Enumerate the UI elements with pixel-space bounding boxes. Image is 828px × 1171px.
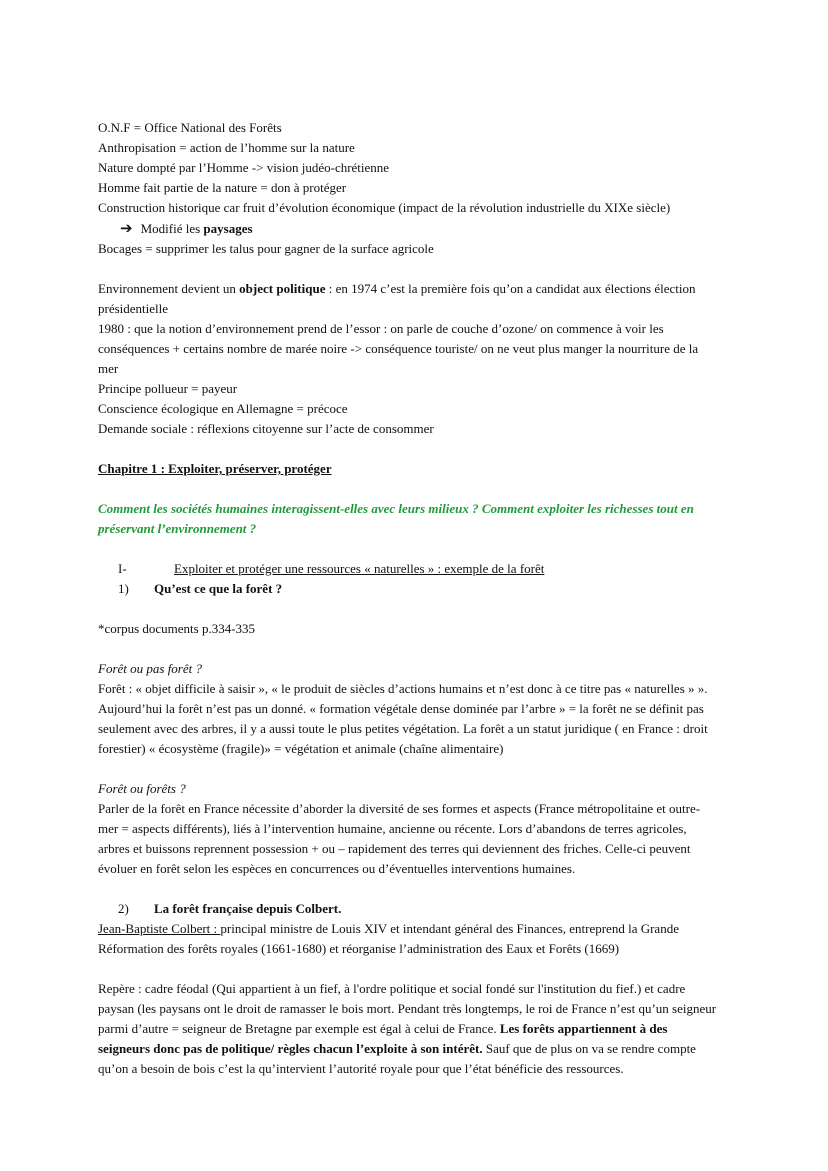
subsection-1-heading: [98, 579, 720, 599]
document-body: [98, 118, 720, 1079]
subsection-2-number: 2): [118, 901, 129, 916]
intro-line-nature: Nature dompté par l’Homme -> vision judéo-chrétienne: [98, 160, 390, 175]
right-arrow-icon: ➔: [120, 219, 133, 237]
env-paragraph-1: [98, 279, 720, 319]
foret-ou-pas-heading: Forêt ou pas forêt ?: [98, 661, 202, 676]
foret-ou-pas-text: Forêt : « objet difficile à saisir », « le produit de siècles d’actions humains et n’est donc à ce titre pas « naturelles » ». Aujourd’hui la forêt n’est pas un donné. « formation végétale dense dominée par l’arbre » = la forêt ne se définit pas seulement avec des arbres, il y a aussi toute le plus petites végétation. La forêt a un statut juridique ( en France : droit forestier) « écosystème (fragile)» = végétation et animale (chaîne alimentaire): [98, 681, 708, 756]
subsection-2-heading: [98, 899, 720, 919]
colbert-name: Jean-Baptiste Colbert :: [98, 921, 221, 936]
section-1-title: Exploiter et protéger une ressources « naturelles » : exemple de la forêt: [174, 561, 545, 576]
env-p1-post: : en 1974 c’est la première fois qu’on a candidat aux élections élection présidentielle: [98, 281, 696, 316]
section-1-heading: [98, 559, 720, 579]
subsection-1-title: Qu’est ce que la forêt ?: [154, 581, 283, 596]
arrow-line-bold: paysages: [203, 221, 253, 236]
intro-line-construction: Construction historique car fruit d’évolution économique (impact de la révolution industrielle du XIXe siècle): [98, 200, 671, 215]
env-line-conscience: Conscience écologique en Allemagne = précoce: [98, 401, 348, 416]
repere-bold: Les forêts appartiennent à des seigneurs donc pas de politique/ règles chacun l’exploite à son intérêt.: [98, 1021, 668, 1056]
env-line-pollueur: Principe pollueur = payeur: [98, 381, 238, 396]
chapter-title: Chapitre 1 : Exploiter, préserver, protéger: [98, 461, 332, 476]
repere-paragraph: [98, 979, 720, 1079]
section-1-number: I-: [118, 561, 127, 576]
corpus-line: *corpus documents p.334-335: [98, 621, 256, 636]
env-line-demande: Demande sociale : réflexions citoyenne sur l’acte de consommer: [98, 421, 434, 436]
intro-line-homme: Homme fait partie de la nature = don à protéger: [98, 180, 347, 195]
forets-text: Parler de la forêt en France nécessite d’aborder la diversité de ses formes et aspects (France métropolitaine et outre-mer = aspects différents), liés à l’intervention humaine, ancienne ou récente. Lors d’abandons de terres agricoles, arbres et buissons reprennent possession + ou – rapidement des terres qui deviennent des friches. Celle-ci peuvent évoluer en forêt selon les espèces en concurrences ou d’éventuelles interventions humaines.: [98, 801, 701, 876]
env-p1-bold: object politique: [239, 281, 326, 296]
arrow-line-text: Modifié les: [140, 221, 204, 236]
forets-heading: Forêt ou forêts ?: [98, 781, 186, 796]
subsection-1-number: 1): [118, 581, 129, 596]
intro-line-anthropisation: Anthropisation = action de l’homme sur la nature: [98, 140, 355, 155]
intro-line-bocages: Bocages = supprimer les talus pour gagner de la surface agricole: [98, 241, 434, 256]
subsection-2-title: La forêt française depuis Colbert.: [154, 901, 342, 916]
repere-post: Sauf que de plus on va se rendre compte qu’on a besoin de bois c’est la qu’intervient l’autorité royale pour que l’état bénéficie des ressources.: [98, 1041, 696, 1076]
repere-pre: Repère : cadre féodal (Qui appartient à un fief, à l'ordre politique et social fondé sur l'institution du fief.) et cadre paysan (les paysans ont le droit de ramasser le bois mort. Pendant très longtemps, le roi de France n’est qu’un seigneur parmi d’autre = seigneur de Bretagne par exemple est égal à celui de France.: [98, 981, 717, 1036]
intro-arrow-line: [98, 218, 720, 239]
env-paragraph-2: 1980 : que la notion d’environnement prend de l’essor : on parle de couche d’ozone/ on commence à voir les conséquences + certains nombre de marée noire -> conséquence touriste/ on ne veut plus manger la nourriture de la mer: [98, 321, 699, 376]
colbert-text: principal ministre de Louis XIV et intendant général des Finances, entreprend la Grande Réformation des forêts royales (1661-1680) et réorganise l’administration des Eaux et Forêts (1669): [98, 921, 679, 956]
intro-line-onf: O.N.F = Office National des Forêts: [98, 120, 282, 135]
chapter-question: Comment les sociétés humaines interagissent-elles avec leurs milieux ? Comment exploiter les richesses tout en préservant l’environnement ?: [98, 501, 694, 536]
env-p1-pre: Environnement devient un: [98, 281, 240, 296]
colbert-paragraph: [98, 919, 720, 959]
